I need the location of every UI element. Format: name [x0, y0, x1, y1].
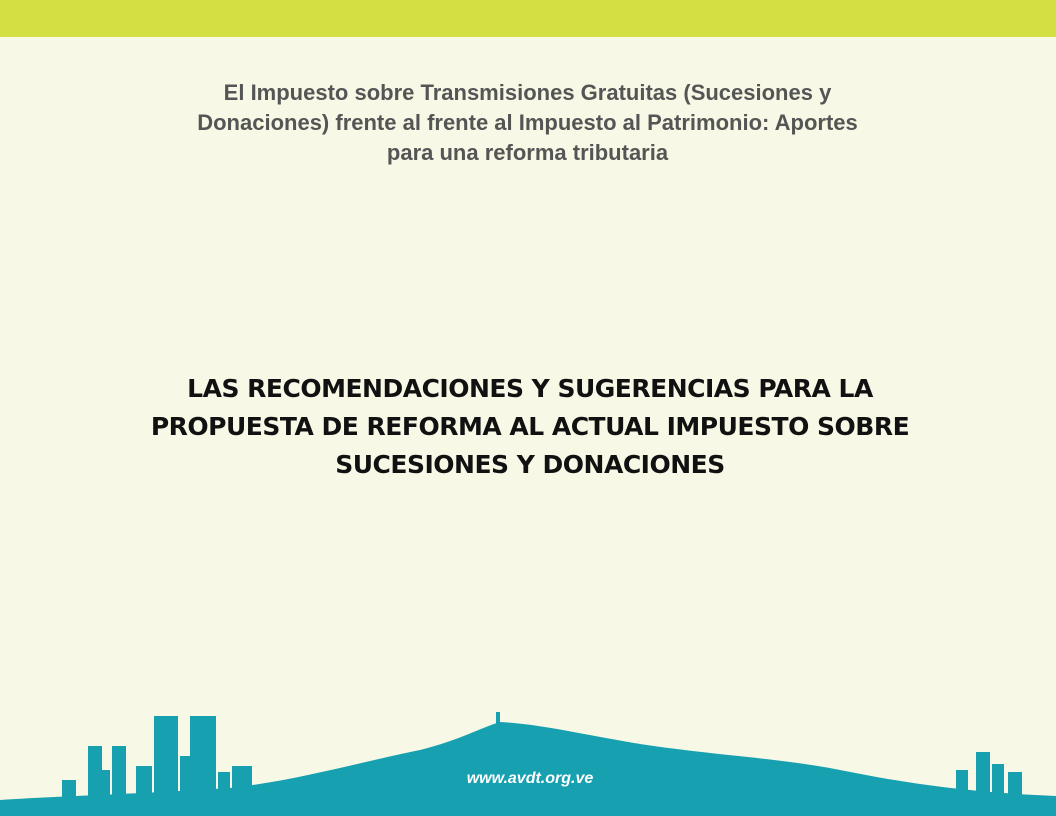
top-accent-bar	[0, 0, 1056, 37]
slide-subtitle: El Impuesto sobre Transmisiones Gratuitas (Sucesiones y Donaciones) frente al frente al Impuesto al Patrimonio: Aportes para una reforma tributaria	[197, 80, 858, 165]
building	[1008, 772, 1022, 816]
slide-title: LAS RECOMENDACIONES Y SUGERENCIAS PARA LA PROPUESTA DE REFORMA AL ACTUAL IMPUESTO SOBRE SUCESIONES Y DONACIONES	[150, 374, 910, 479]
building	[976, 752, 990, 816]
building	[956, 770, 968, 816]
city-skyline-graphic	[0, 700, 1056, 816]
building	[992, 764, 1004, 816]
website-url[interactable]: www.avdt.org.ve	[466, 770, 594, 787]
